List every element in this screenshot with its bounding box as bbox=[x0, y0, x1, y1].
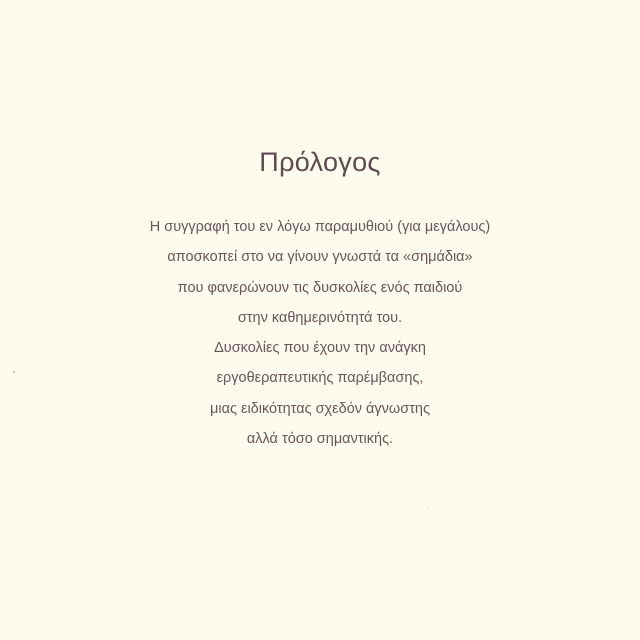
page-title: Πρόλογος bbox=[259, 147, 381, 177]
text-line: αλλά τόσο σημαντικής. bbox=[246, 431, 394, 448]
paper-speck bbox=[428, 507, 429, 508]
text-line: Δυσκολίες που έχουν την ανάγκη bbox=[214, 340, 426, 357]
text-line: αποσκοπεί στο να γίνουν γνωστά τα «σημάδια» bbox=[167, 249, 473, 266]
text-line: που φανερώνουν τις δυσκολίες ενός παιδιού bbox=[177, 279, 463, 296]
paper-speck bbox=[13, 371, 15, 373]
text-line: εργοθεραπευτικής παρέμβασης, bbox=[216, 370, 424, 387]
text-line: στην καθημερινότητά του. bbox=[237, 309, 403, 326]
text-line: Η συγγραφή του εν λόγω παραμυθιού (για μεγάλους) bbox=[149, 219, 491, 235]
text-line: μιας ειδικότητας σχεδόν άγνωστης bbox=[210, 400, 430, 417]
prologue-text bbox=[0, 212, 640, 454]
